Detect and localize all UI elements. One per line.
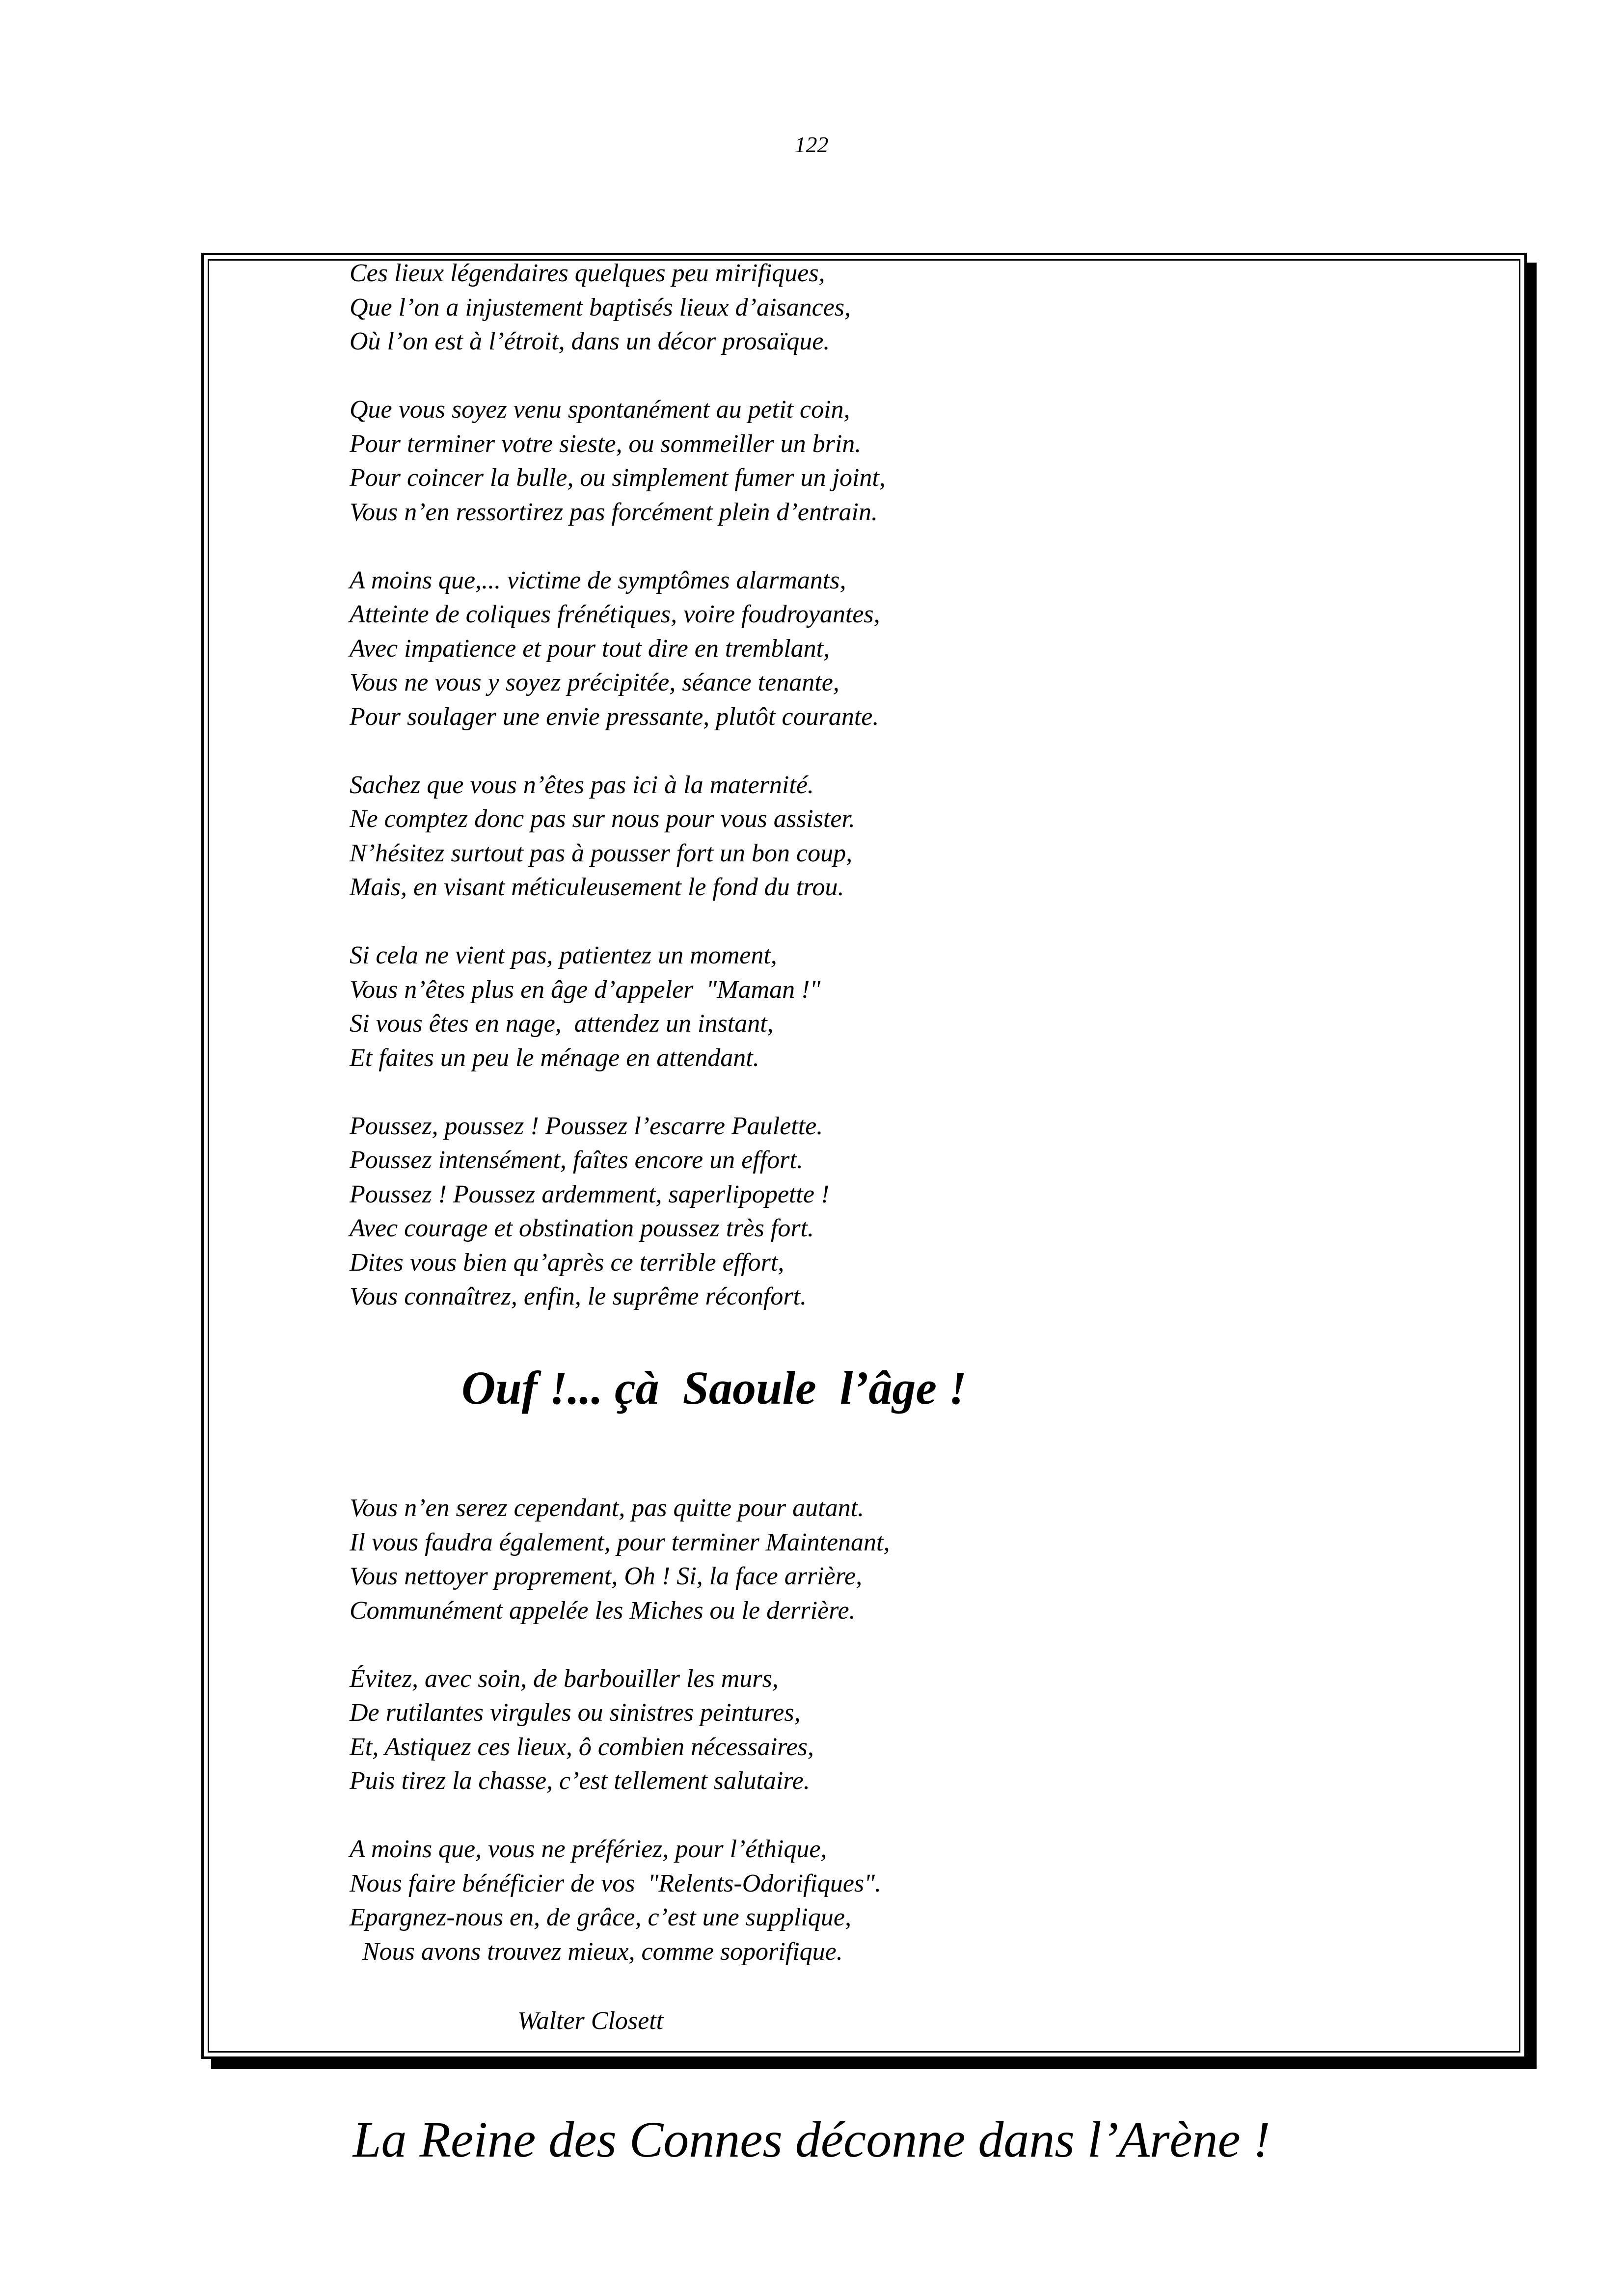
verse-line: Ne comptez donc pas sur nous pour vous assister. — [350, 805, 855, 833]
verse-line: Vous ne vous y soyez précipitée, séance tenante, — [350, 668, 839, 696]
verse-line: De rutilantes virgules ou sinistres peintures, — [350, 1699, 801, 1727]
verse-line: Que vous soyez venu spontanément au petit coin, — [350, 396, 850, 424]
exclamation-heading: Ouf !... çà Saoule l’âge ! — [461, 1362, 967, 1414]
author-signature: Walter Closett — [517, 2007, 664, 2035]
poem-part-1 — [350, 256, 1479, 1348]
verse-line: Où l’on est à l’étroit, dans un décor prosaïque. — [350, 327, 830, 355]
verse-line: Si cela ne vient pas, patientez un moment, — [350, 941, 777, 969]
verse-line: Vous n’en serez cependant, pas quitte pour autant. — [350, 1494, 865, 1522]
verse-line: Vous nettoyer proprement, Oh ! Si, la face arrière, — [350, 1562, 863, 1590]
stanza — [350, 393, 1479, 529]
verse-line: Poussez, poussez ! Poussez l’escarre Paulette. — [350, 1112, 823, 1140]
stanza — [350, 256, 1479, 359]
verse-line: Atteinte de coliques frénétiques, voire foudroyantes, — [350, 600, 880, 628]
verse-line: Avec impatience et pour tout dire en tremblant, — [350, 634, 830, 663]
verse-line: Si vous êtes en nage, attendez un instant, — [350, 1010, 774, 1038]
verse-line: A moins que, vous ne préfériez, pour l’éthique, — [350, 1835, 827, 1863]
verse-line: Communément appelée les Miches ou le derrière. — [350, 1596, 856, 1625]
verse-line: Vous connaîtrez, enfin, le suprême réconfort. — [350, 1282, 807, 1310]
verse-line: Avec courage et obstination poussez très fort. — [350, 1214, 814, 1242]
stanza — [350, 563, 1479, 734]
poem-part-2 — [350, 1491, 1479, 2003]
verse-line: Puis tirez la chasse, c’est tellement salutaire. — [350, 1767, 810, 1795]
verse-line: Pour terminer votre sieste, ou sommeiller un brin. — [350, 429, 862, 458]
stanza — [350, 1832, 1479, 1969]
verse-line: Évitez, avec soin, de barbouiller les murs, — [350, 1664, 779, 1693]
verse-line: Nous faire bénéficier de vos "Relents-Odorifiques". — [350, 1869, 881, 1897]
verse-line: Pour coincer la bulle, ou simplement fumer un joint, — [350, 464, 886, 492]
verse-line: Pour soulager une envie pressante, plutôt courante. — [350, 702, 879, 731]
verse-line: Dites vous bien qu’après ce terrible effort, — [350, 1248, 784, 1277]
stanza — [350, 1662, 1479, 1798]
verse-line: Poussez intensément, faîtes encore un effort. — [350, 1146, 803, 1174]
verse-line: Il vous faudra également, pour terminer Maintenant, — [350, 1528, 890, 1556]
stanza — [350, 938, 1479, 1075]
verse-line: Poussez ! Poussez ardemment, saperlipopette ! — [350, 1180, 830, 1208]
stanza — [350, 768, 1479, 905]
verse-line: Mais, en visant méticuleusement le fond du trou. — [350, 873, 844, 901]
verse-line: Et, Astiquez ces lieux, ô combien nécessaires, — [350, 1733, 814, 1761]
verse-line: Sachez que vous n’êtes pas ici à la maternité. — [350, 771, 814, 799]
page-number: 122 — [794, 132, 829, 157]
verse-line: Vous n’en ressortirez pas forcément plein d’entrain. — [350, 498, 878, 526]
stanza — [350, 1491, 1479, 1628]
verse-line: Ces lieux légendaires quelques peu mirifiques, — [350, 259, 825, 287]
verse-line: Que l’on a injustement baptisés lieux d’aisances, — [350, 293, 851, 321]
footer-title: La Reine des Connes déconne dans l’Arène ! — [352, 2111, 1271, 2168]
stanza — [350, 1109, 1479, 1314]
verse-line: A moins que,... victime de symptômes alarmants, — [350, 566, 846, 594]
verse-line: Nous avons trouvez mieux, comme soporifique. — [350, 1937, 843, 1966]
verse-line: Vous n’êtes plus en âge d’appeler "Maman !" — [350, 975, 821, 1004]
verse-line: Et faites un peu le ménage en attendant. — [350, 1043, 759, 1072]
verse-line: Epargnez-nous en, de grâce, c’est une supplique, — [350, 1903, 851, 1931]
verse-line: N’hésitez surtout pas à pousser fort un bon coup, — [350, 839, 853, 867]
